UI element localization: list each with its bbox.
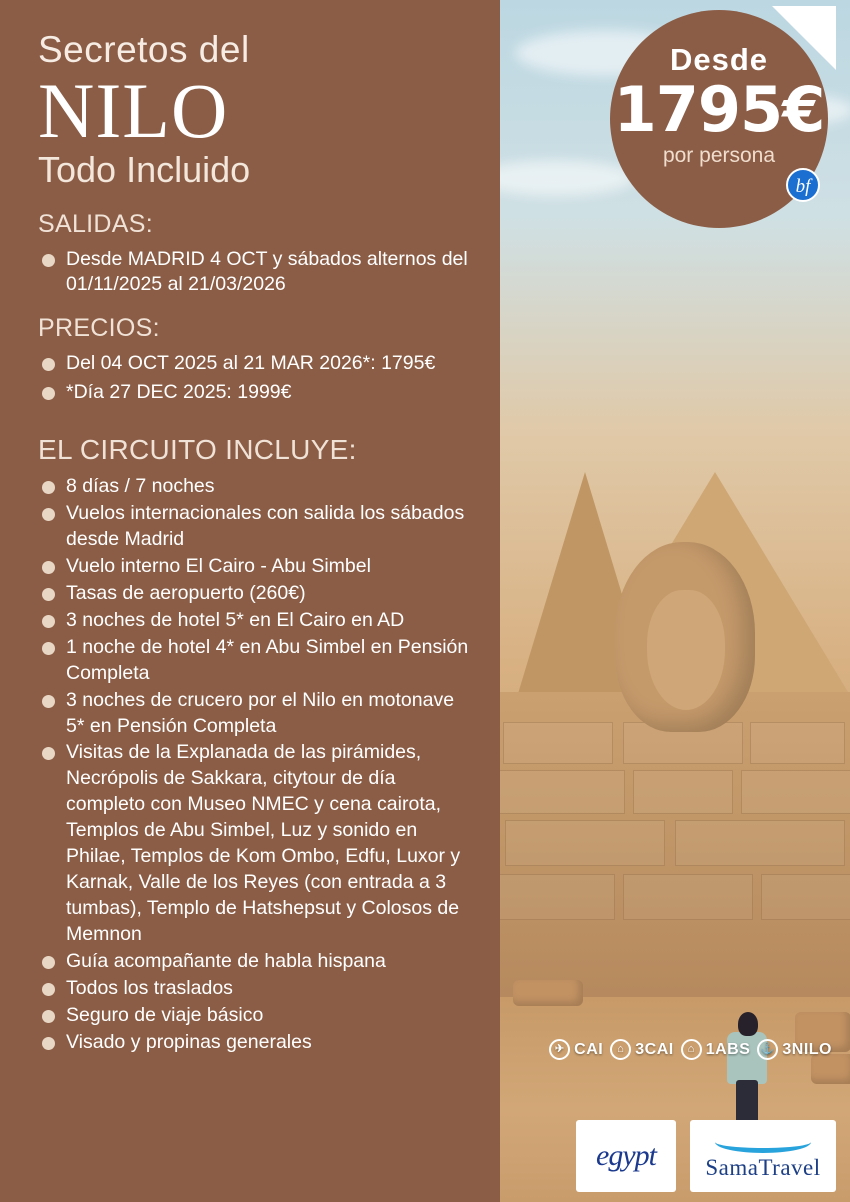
egypt-logo	[576, 1120, 676, 1192]
list-item: Guía acompañante de habla hispana	[38, 949, 476, 975]
stone-block	[505, 820, 665, 866]
stone-block	[750, 722, 845, 764]
code-label: 3CAI	[635, 1040, 674, 1058]
hotel-icon: ⌂	[610, 1039, 631, 1060]
stone-block	[623, 874, 753, 920]
stone-block	[633, 770, 733, 814]
hotel-icon: ⌂	[681, 1039, 702, 1060]
rock-shape	[513, 980, 583, 1006]
stone-block	[495, 874, 615, 920]
stone-block	[675, 820, 845, 866]
stone-block	[761, 874, 850, 920]
prices-heading: PRECIOS:	[38, 314, 160, 343]
title-line-3: Todo Incluido	[38, 148, 251, 190]
code-cruise-nile	[757, 1039, 832, 1060]
list-item: 3 noches de hotel 5* en El Cairo en AD	[38, 608, 476, 634]
code-label: CAI	[574, 1040, 604, 1058]
code-hotel-cairo	[610, 1039, 673, 1060]
list-item: 3 noches de crucero por el Nilo en motonave 5* en Pensión Completa	[38, 688, 476, 740]
list-item: 8 días / 7 noches	[38, 474, 476, 500]
list-item: Visado y propinas generales	[38, 1030, 476, 1056]
sama-travel-logo	[690, 1120, 836, 1192]
list-item: Visitas de la Explanada de las pirámides, Necrópolis de Sakkara, citytour de día completo con Museo NMEC y cena cairota, Templos de Abu Simbel, Luz y sonido en Philae, Templos de Kom Ombo, Edfu, Luxor y Karnak, Valle de los Reyes (con entrada a 3 tumbas), Templo de Hatshepsut y Colosos de Memnon	[38, 740, 476, 947]
title-line-2: NILO	[38, 66, 229, 154]
trip-codes	[549, 1039, 832, 1060]
sphinx-body-shape	[495, 692, 850, 1022]
plane-icon: ✈	[549, 1039, 570, 1060]
logo-strip	[576, 1120, 836, 1192]
prices-list	[38, 351, 476, 406]
includes-list	[38, 474, 476, 1055]
includes-heading: EL CIRCUITO INCLUYE:	[38, 434, 357, 466]
sama-travel-logo-text: SamaTravel	[705, 1155, 821, 1180]
list-item: *Día 27 DEC 2025: 1999€	[38, 380, 476, 406]
list-item: Vuelo interno El Cairo - Abu Simbel	[38, 554, 476, 580]
list-item: Todos los traslados	[38, 976, 476, 1002]
departures-heading: SALIDAS:	[38, 209, 153, 238]
price-per-person-label: por persona	[662, 144, 776, 168]
stone-block	[503, 722, 613, 764]
stone-block	[741, 770, 850, 814]
anchor-icon: ⚓	[757, 1039, 778, 1060]
list-item: Seguro de viaje básico	[38, 1003, 476, 1029]
code-label: 3NILO	[782, 1040, 832, 1058]
person-head	[738, 1012, 758, 1036]
brand-mark-icon: bf	[786, 168, 820, 202]
list-item: Del 04 OCT 2025 al 21 MAR 2026*: 1795€	[38, 351, 476, 377]
code-label: 1ABS	[705, 1040, 751, 1058]
egypt-logo-text: egypt	[596, 1139, 656, 1172]
code-hotel-abusimbel	[681, 1039, 751, 1060]
code-flight	[549, 1039, 603, 1060]
list-item: Desde MADRID 4 OCT y sábados alternos del 01/11/2025 al 21/03/2026	[38, 247, 476, 299]
list-item: Tasas de aeropuerto (260€)	[38, 581, 476, 607]
price-from-label: Desde	[669, 42, 769, 77]
title-line-1: Secretos del	[38, 29, 250, 70]
price-value: 1795€	[613, 73, 825, 146]
swoosh-icon	[715, 1131, 811, 1153]
list-item: Vuelos internacionales con salida los sábados desde Madrid	[38, 501, 476, 553]
list-item: 1 noche de hotel 4* en Abu Simbel en Pensión Completa	[38, 635, 476, 687]
stone-block	[495, 770, 625, 814]
departures-list	[38, 247, 476, 299]
sphinx-face-shape	[647, 590, 725, 710]
